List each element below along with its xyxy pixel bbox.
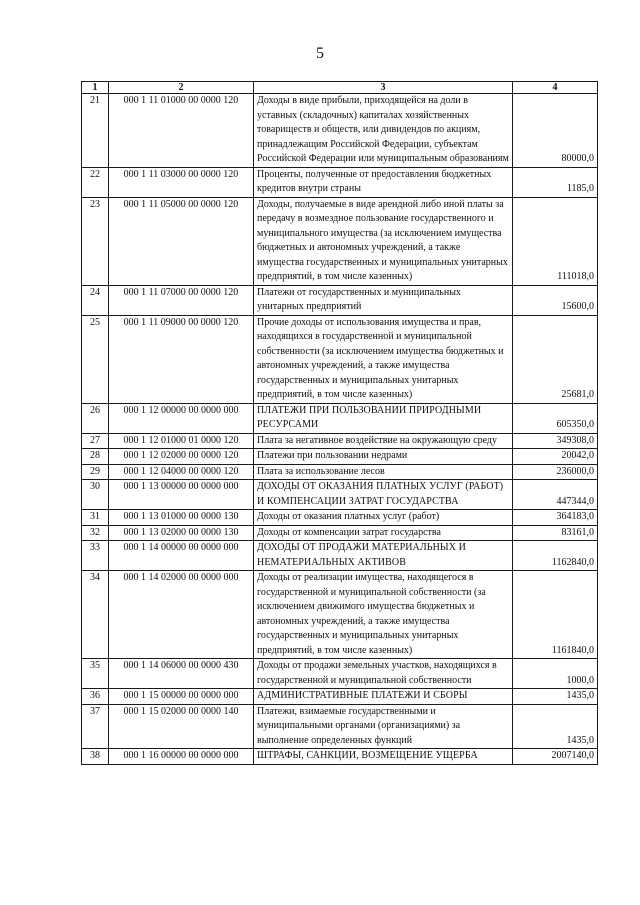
table-row (82, 449, 598, 465)
table-row (82, 525, 598, 541)
table-row (82, 659, 598, 689)
row-number: 29 (82, 464, 109, 480)
amount: 15600,0 (513, 285, 598, 315)
budget-code: 000 1 11 01000 00 0000 120 (109, 94, 254, 168)
budget-code: 000 1 13 02000 00 0000 130 (109, 525, 254, 541)
row-number: 32 (82, 525, 109, 541)
page-number: 5 (316, 45, 324, 62)
revenue-name: ДОХОДЫ ОТ ПРОДАЖИ МАТЕРИАЛЬНЫХ И НЕМАТЕРИАЛЬНЫХ АКТИВОВ (254, 541, 513, 571)
row-number: 30 (82, 480, 109, 510)
amount: 25681,0 (513, 315, 598, 403)
amount: 1161840,0 (513, 571, 598, 659)
revenue-name: Проценты, полученные от предоставления бюджетных кредитов внутри страны (254, 167, 513, 197)
revenue-name: Прочие доходы от использования имущества и прав, находящихся в государственной и муниципальной собственности (за исключением имущества бюджетных и автономных учреждений, а также имущества государственных и муниципальных унитарных предприятий, в том числе казенных) (254, 315, 513, 403)
amount: 83161,0 (513, 525, 598, 541)
revenue-name: Доходы от реализации имущества, находящегося в государственной и муниципальной собственности (за исключением движимого имущества бюджетных и автономных учреждений, а также имущества государственных и муниципальных унитарных предприятий, в том числе казенных) (254, 571, 513, 659)
budget-code: 000 1 11 03000 00 0000 120 (109, 167, 254, 197)
header-col-3: 3 (254, 82, 513, 94)
amount: 1435,0 (513, 689, 598, 705)
budget-code: 000 1 16 00000 00 0000 000 (109, 749, 254, 765)
table-row (82, 94, 598, 168)
table-row (82, 480, 598, 510)
row-number: 28 (82, 449, 109, 465)
row-number: 31 (82, 510, 109, 526)
amount: 364183,0 (513, 510, 598, 526)
budget-code: 000 1 11 09000 00 0000 120 (109, 315, 254, 403)
budget-code: 000 1 15 02000 00 0000 140 (109, 704, 254, 749)
amount: 2007140,0 (513, 749, 598, 765)
budget-code: 000 1 12 01000 01 0000 120 (109, 433, 254, 449)
table-row (82, 315, 598, 403)
table-row (82, 689, 598, 705)
table-row (82, 571, 598, 659)
amount: 236000,0 (513, 464, 598, 480)
amount: 80000,0 (513, 94, 598, 168)
row-number: 38 (82, 749, 109, 765)
table-body (82, 82, 598, 765)
table-row (82, 403, 598, 433)
revenue-name: Плата за негативное воздействие на окружающую среду (254, 433, 513, 449)
budget-code: 000 1 15 00000 00 0000 000 (109, 689, 254, 705)
budget-code: 000 1 12 00000 00 0000 000 (109, 403, 254, 433)
budget-revenue-table (81, 81, 598, 765)
row-number: 26 (82, 403, 109, 433)
budget-code: 000 1 12 04000 00 0000 120 (109, 464, 254, 480)
table-row (82, 749, 598, 765)
table-row (82, 197, 598, 285)
revenue-name: ПЛАТЕЖИ ПРИ ПОЛЬЗОВАНИИ ПРИРОДНЫМИ РЕСУРСАМИ (254, 403, 513, 433)
budget-code: 000 1 11 05000 00 0000 120 (109, 197, 254, 285)
table-row (82, 510, 598, 526)
row-number: 37 (82, 704, 109, 749)
revenue-name: Доходы, получаемые в виде арендной либо иной платы за передачу в возмездное пользование государственного и муниципального имущества (за исключением имущества бюджетных и автономных учреждений, а также имущества государственных и муниципальных унитарных предприятий, в том числе казенных) (254, 197, 513, 285)
table-row (82, 704, 598, 749)
revenue-name: Доходы от оказания платных услуг (работ) (254, 510, 513, 526)
amount: 1435,0 (513, 704, 598, 749)
table-header-row (82, 82, 598, 94)
amount: 447344,0 (513, 480, 598, 510)
header-col-1: 1 (82, 82, 109, 94)
amount: 1185,0 (513, 167, 598, 197)
revenue-name: Доходы от продажи земельных участков, находящихся в государственной и муниципальной собственности (254, 659, 513, 689)
revenue-name: Доходы от компенсации затрат государства (254, 525, 513, 541)
budget-code: 000 1 14 06000 00 0000 430 (109, 659, 254, 689)
row-number: 27 (82, 433, 109, 449)
revenue-name: Плата за использование лесов (254, 464, 513, 480)
table-row (82, 285, 598, 315)
amount: 20042,0 (513, 449, 598, 465)
row-number: 34 (82, 571, 109, 659)
amount: 1000,0 (513, 659, 598, 689)
budget-code: 000 1 13 00000 00 0000 000 (109, 480, 254, 510)
row-number: 23 (82, 197, 109, 285)
row-number: 35 (82, 659, 109, 689)
amount: 349308,0 (513, 433, 598, 449)
revenue-name: Платежи от государственных и муниципальных унитарных предприятий (254, 285, 513, 315)
revenue-name: ШТРАФЫ, САНКЦИИ, ВОЗМЕЩЕНИЕ УЩЕРБА (254, 749, 513, 765)
header-col-4: 4 (513, 82, 598, 94)
revenue-name: ДОХОДЫ ОТ ОКАЗАНИЯ ПЛАТНЫХ УСЛУГ (РАБОТ) И КОМПЕНСАЦИИ ЗАТРАТ ГОСУДАРСТВА (254, 480, 513, 510)
table-row (82, 433, 598, 449)
amount: 1162840,0 (513, 541, 598, 571)
revenue-name: Доходы в виде прибыли, приходящейся на доли в уставных (складочных) капиталах хозяйственных товариществ и обществ, или дивидендов по акциям, принадлежащим Российской Федерации, субъектам Российской Федерации или муниципальным образованиям (254, 94, 513, 168)
table-row (82, 167, 598, 197)
row-number: 21 (82, 94, 109, 168)
budget-code: 000 1 13 01000 00 0000 130 (109, 510, 254, 526)
revenue-name: Платежи, взимаемые государственными и муниципальными органами (организациями) за выполнение определенных функций (254, 704, 513, 749)
budget-code: 000 1 14 02000 00 0000 000 (109, 571, 254, 659)
budget-code: 000 1 12 02000 00 0000 120 (109, 449, 254, 465)
table-row (82, 464, 598, 480)
revenue-name: АДМИНИСТРАТИВНЫЕ ПЛАТЕЖИ И СБОРЫ (254, 689, 513, 705)
amount: 605350,0 (513, 403, 598, 433)
header-col-2: 2 (109, 82, 254, 94)
amount: 111018,0 (513, 197, 598, 285)
budget-code: 000 1 11 07000 00 0000 120 (109, 285, 254, 315)
revenue-name: Платежи при пользовании недрами (254, 449, 513, 465)
budget-code: 000 1 14 00000 00 0000 000 (109, 541, 254, 571)
row-number: 36 (82, 689, 109, 705)
row-number: 24 (82, 285, 109, 315)
row-number: 22 (82, 167, 109, 197)
row-number: 33 (82, 541, 109, 571)
table-row (82, 541, 598, 571)
row-number: 25 (82, 315, 109, 403)
